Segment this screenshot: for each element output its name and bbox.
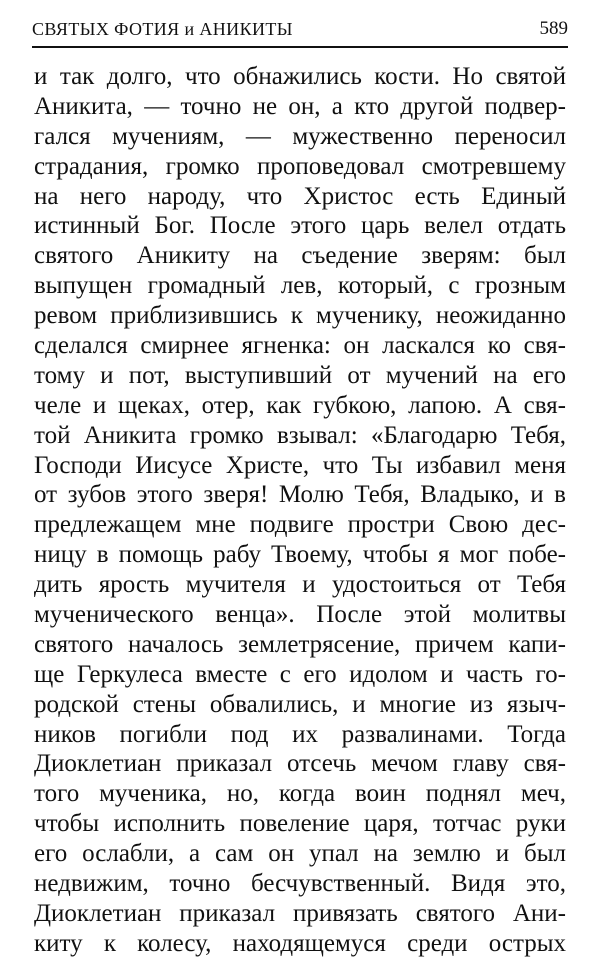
text-line: Господи Иисусе Христе, что Ты избавил меня <box>34 451 566 479</box>
text-line: родской стены обвалились, и многие из языч- <box>34 690 566 718</box>
text-line: Диоклетиан приказал отсечь мечом главу свя- <box>34 750 566 778</box>
text-line: истинный Бог. После этого царь велел отдать <box>34 212 566 240</box>
text-line: киту к колесу, находящемуся среди острых <box>34 929 566 957</box>
page-number: 589 <box>539 18 568 39</box>
text-line: выпущен громадный лев, который, с грозным <box>34 272 566 300</box>
text-line: его ослабли, а сам он упал на землю и был <box>34 840 566 868</box>
text-line: предлежащем мне подвиге простри Свою дес- <box>34 511 566 539</box>
text-line: ще Геркулеса вместе с его идолом и часть го- <box>34 660 566 688</box>
running-header <box>32 12 568 48</box>
text-line: мученического венца». После этой молитвы <box>34 601 566 629</box>
text-line: того мученика, но, когда воин поднял меч, <box>34 780 566 808</box>
running-title: СВЯТЫХ ФОТИЯ и АНИКИТЫ <box>32 19 293 39</box>
text-line: чтобы исполнить повеление царя, тотчас руки <box>34 810 566 838</box>
text-line: той Аникита громко взывал: «Благодарю Тебя, <box>34 421 566 449</box>
text-line: недвижим, точно бесчувственный. Видя это, <box>34 870 566 898</box>
text-line: святого началось землетрясение, причем капи- <box>34 630 566 658</box>
text-line: ницу в помощь рабу Твоему, чтобы я мог побе- <box>34 541 566 569</box>
text-line: тому и пот, выступивший от мучений на его <box>34 361 566 389</box>
body-text <box>34 62 566 959</box>
text-line: гался мучениям, — мужественно переносил <box>34 122 566 150</box>
text-line: страдания, громко проповедовал смотревшему <box>34 152 566 180</box>
text-line: ников погибли под их развалинами. Тогда <box>34 720 566 748</box>
text-line: и так долго, что обнажились кости. Но святой <box>34 63 566 90</box>
text-line: на него народу, что Христос есть Единый <box>34 182 566 210</box>
text-line: ревом приблизившись к мученику, неожиданно <box>34 302 566 330</box>
text-line: от зубов этого зверя! Молю Тебя, Владыко, и в <box>34 481 566 509</box>
text-line: челе и щеках, отер, как губкою, лапою. А свя- <box>34 391 566 419</box>
text-line: сделался смирнее ягненка: он ласкался ко свя- <box>34 332 566 360</box>
text-line: дить ярость мучителя и удостоиться от Тебя <box>34 571 566 599</box>
text-line: Аникита, — точно не он, а кто другой подвер- <box>34 92 566 120</box>
text-line: Диоклетиан приказал привязать святого Ани- <box>34 899 566 927</box>
text-line: святого Аникиту на съедение зверям: был <box>34 242 566 270</box>
